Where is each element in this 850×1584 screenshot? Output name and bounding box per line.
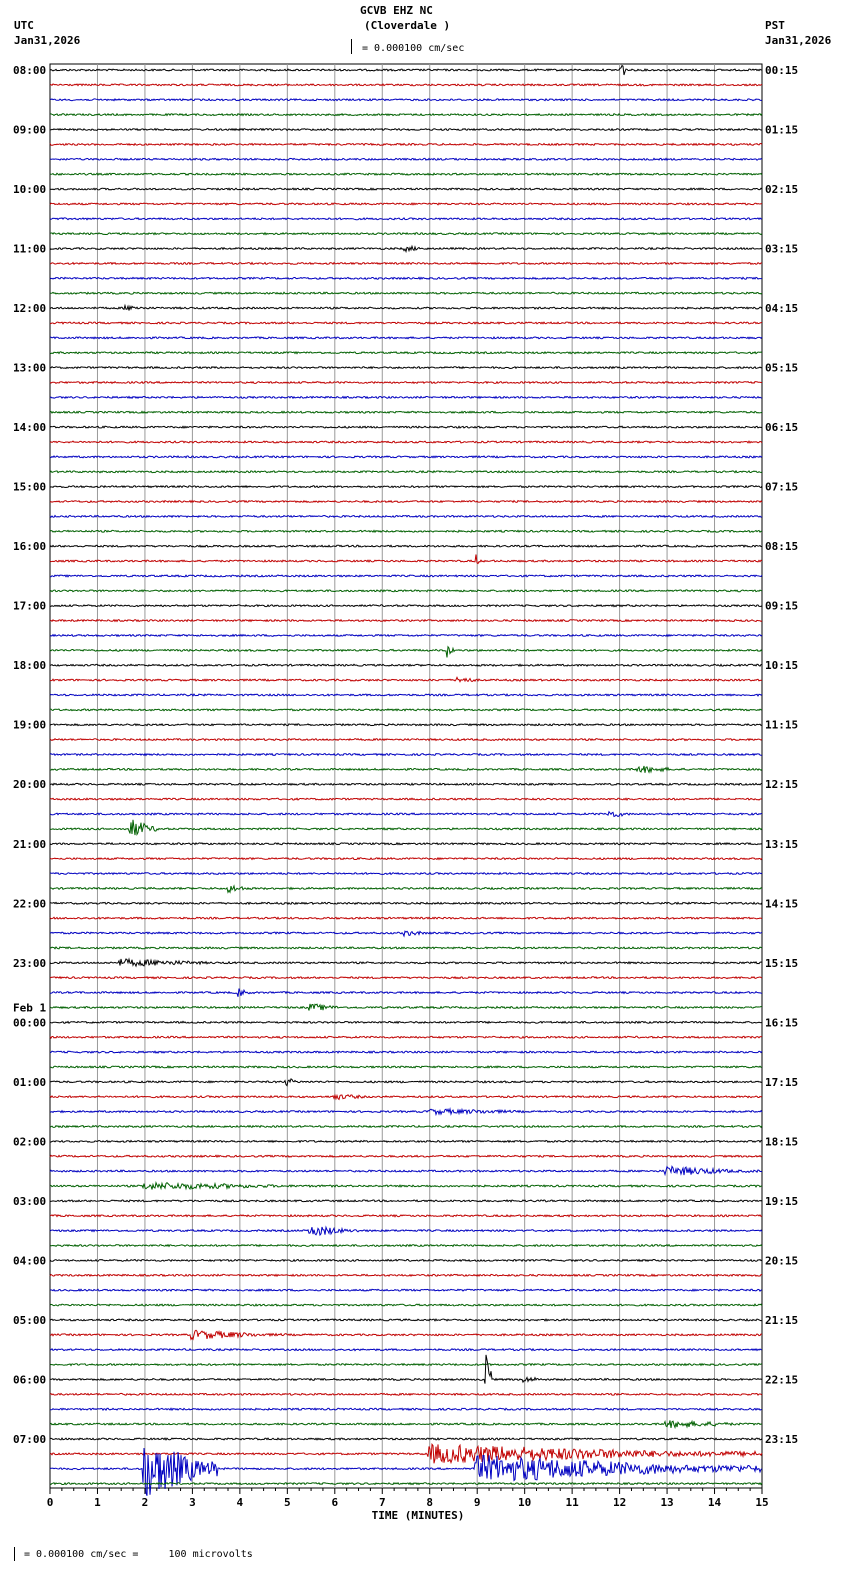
trace-line [50, 1355, 762, 1384]
trace-line [50, 441, 762, 443]
left-hour-label: 05:00 [13, 1313, 47, 1327]
left-timezone: UTC [14, 19, 34, 32]
right-hour-label: 04:15 [765, 302, 799, 316]
right-hour-label: 17:15 [765, 1075, 799, 1089]
trace-line [50, 233, 762, 235]
right-hour-label: 11:15 [765, 718, 799, 732]
trace-line [50, 947, 762, 949]
left-hour-label: 12:00 [13, 302, 47, 316]
left-hour-label: 16:00 [13, 540, 47, 554]
right-hour-label: 14:15 [765, 897, 799, 911]
trace-line [50, 555, 762, 564]
trace-line [50, 1408, 762, 1410]
trace-line [50, 263, 762, 265]
trace-line [50, 306, 762, 311]
right-hour-label: 12:15 [765, 778, 799, 792]
right-hour-label: 22:15 [765, 1373, 799, 1387]
left-hour-label: 07:00 [13, 1432, 47, 1446]
trace-line [50, 426, 762, 428]
trace-line [50, 471, 762, 473]
right-hour-label: 16:15 [765, 1016, 799, 1030]
trace-line [50, 647, 762, 658]
trace-line [50, 754, 762, 756]
left-hour-label: 10:00 [13, 183, 47, 197]
trace-line [50, 501, 762, 503]
right-hour-label: 19:15 [765, 1194, 799, 1208]
x-tick-label: 12 [612, 1496, 627, 1509]
trace-line [50, 158, 762, 160]
right-hour-label: 06:15 [765, 421, 799, 435]
trace-line [50, 873, 762, 875]
x-tick-label: 13 [660, 1496, 674, 1509]
x-tick-label: 3 [189, 1496, 196, 1509]
day-change-label: Feb 1 [13, 1001, 47, 1015]
right-hour-label: 09:15 [765, 599, 799, 613]
trace-line [50, 1004, 762, 1011]
trace-line [50, 1420, 762, 1428]
x-tick-label: 1 [94, 1496, 101, 1509]
trace-line [50, 820, 762, 835]
trace-line [50, 1319, 762, 1321]
x-tick-label: 0 [46, 1496, 54, 1509]
trace-line [50, 620, 762, 622]
time-axis [13, 64, 798, 1522]
station-location: (Cloverdale ) [364, 19, 451, 32]
left-hour-label: 04:00 [13, 1254, 47, 1268]
trace-line [50, 931, 762, 936]
x-tick-label: 8 [426, 1496, 434, 1509]
trace-line [50, 1167, 762, 1176]
trace-line [50, 977, 762, 979]
trace-line [50, 1051, 762, 1053]
trace-line [50, 694, 762, 696]
x-tick-label: 10 [518, 1496, 532, 1509]
trace-line [50, 1141, 762, 1143]
left-hour-label: 14:00 [13, 421, 47, 435]
trace-line [50, 1393, 762, 1395]
trace-line [50, 322, 762, 324]
trace-line [50, 1183, 762, 1190]
trace-line [50, 902, 762, 904]
trace-line [50, 545, 762, 547]
trace-line [50, 1364, 762, 1366]
trace-line [50, 1438, 762, 1440]
trace-line [50, 1227, 762, 1235]
trace-line [50, 1289, 762, 1291]
trace-line [50, 516, 762, 518]
x-tick-label: 14 [707, 1496, 722, 1509]
trace-line [50, 1021, 762, 1023]
right-hour-label: 13:15 [765, 837, 799, 851]
trace-line [50, 411, 762, 413]
footer-scale-label: = 0.000100 cm/sec = 100 microvolts [24, 1549, 253, 1560]
left-hour-label: 02:00 [13, 1135, 47, 1149]
right-hour-label: 18:15 [765, 1135, 799, 1149]
right-hour-label: 01:15 [765, 123, 799, 137]
trace-line [50, 739, 762, 741]
left-hour-label: 13:00 [13, 361, 47, 375]
trace-line [50, 114, 762, 116]
trace-line [50, 1483, 762, 1485]
trace-line [50, 724, 762, 726]
left-hour-label: 08:00 [13, 64, 47, 77]
trace-line [50, 1036, 762, 1038]
right-hour-label: 15:15 [765, 956, 799, 970]
x-tick-label: 4 [236, 1496, 244, 1509]
trace-line [50, 456, 762, 458]
trace-line [50, 664, 762, 666]
trace-line [50, 959, 762, 966]
x-tick-label: 11 [565, 1496, 579, 1509]
trace-line [50, 1066, 762, 1068]
trace-line [50, 352, 762, 354]
x-tick-label: 6 [331, 1496, 339, 1509]
trace-line [50, 486, 762, 488]
right-hour-label: 08:15 [765, 540, 799, 554]
left-date: Jan31,2026 [14, 34, 81, 47]
trace-line [50, 843, 762, 845]
trace-line [50, 709, 762, 711]
trace-line [50, 783, 762, 785]
trace-line [50, 677, 762, 681]
trace-line [50, 367, 762, 369]
trace-line [50, 188, 762, 190]
trace-line [50, 1126, 762, 1128]
x-tick-label: 7 [378, 1496, 386, 1509]
trace-line [50, 1200, 762, 1202]
right-hour-label: 03:15 [765, 242, 799, 256]
left-hour-label: 23:00 [13, 956, 47, 970]
trace-line [50, 858, 762, 860]
x-tick-label: 15 [755, 1496, 769, 1509]
trace-line [50, 575, 762, 577]
x-tick-label: 2 [141, 1496, 149, 1509]
right-hour-label: 02:15 [765, 183, 799, 197]
trace-line [50, 1274, 762, 1276]
trace-line [50, 1095, 762, 1100]
trace-line [50, 1109, 762, 1114]
trace-line [50, 246, 762, 251]
seismic-traces [50, 66, 762, 1496]
trace-line [50, 812, 762, 817]
trace-line [50, 292, 762, 294]
trace-line [50, 1349, 762, 1351]
trace-line [50, 1330, 762, 1339]
trace-line [50, 798, 762, 800]
left-hour-label: 15:00 [13, 480, 47, 494]
right-timezone: PST [765, 19, 785, 32]
left-hour-label: 21:00 [13, 837, 47, 851]
right-hour-label: 05:15 [765, 361, 799, 375]
trace-line [50, 144, 762, 146]
scale-bar-icon [351, 39, 352, 54]
x-tick-label: 9 [473, 1496, 481, 1509]
station-title: GCVB EHZ NC [360, 4, 433, 17]
trace-line [50, 1304, 762, 1306]
trace-line [50, 84, 762, 86]
x-axis-label: TIME (MINUTES) [371, 1509, 465, 1522]
left-hour-label: 03:00 [13, 1194, 47, 1208]
trace-line [50, 1260, 762, 1262]
trace-line [50, 129, 762, 131]
trace-line [50, 1215, 762, 1217]
trace-line [50, 277, 762, 279]
right-hour-label: 10:15 [765, 659, 799, 673]
trace-line [50, 66, 762, 76]
left-hour-label: 00:00 [13, 1016, 47, 1030]
trace-line [50, 218, 762, 220]
trace-line [50, 590, 762, 592]
trace-line [50, 635, 762, 637]
left-hour-label: 09:00 [13, 123, 47, 137]
left-hour-label: 01:00 [13, 1075, 47, 1089]
footer-scale-bar-icon [14, 1547, 15, 1561]
trace-line [50, 337, 762, 339]
right-date: Jan31,2026 [765, 34, 832, 47]
left-hour-label: 22:00 [13, 897, 47, 911]
trace-line [50, 917, 762, 919]
trace-line [50, 203, 762, 205]
trace-line [50, 99, 762, 101]
right-hour-label: 21:15 [765, 1313, 799, 1327]
trace-line [50, 173, 762, 175]
right-hour-label: 00:15 [765, 64, 799, 77]
right-hour-label: 23:15 [765, 1432, 799, 1446]
trace-line [50, 1155, 762, 1157]
right-hour-label: 07:15 [765, 480, 799, 494]
left-hour-label: 20:00 [13, 778, 47, 792]
trace-line [50, 397, 762, 399]
trace-line [50, 886, 762, 892]
trace-line [50, 1079, 762, 1086]
left-hour-label: 06:00 [13, 1373, 47, 1387]
trace-line [50, 382, 762, 384]
trace-line [50, 1245, 762, 1247]
trace-line [50, 605, 762, 607]
left-hour-label: 19:00 [13, 718, 47, 732]
left-hour-label: 17:00 [13, 599, 47, 613]
trace-line [50, 530, 762, 532]
right-hour-label: 20:15 [765, 1254, 799, 1268]
left-hour-label: 11:00 [13, 242, 47, 256]
trace-line [50, 989, 762, 997]
trace-line [50, 766, 762, 773]
left-hour-label: 18:00 [13, 659, 47, 673]
scale-label: = 0.000100 cm/sec [362, 43, 465, 54]
x-tick-label: 5 [284, 1496, 291, 1509]
